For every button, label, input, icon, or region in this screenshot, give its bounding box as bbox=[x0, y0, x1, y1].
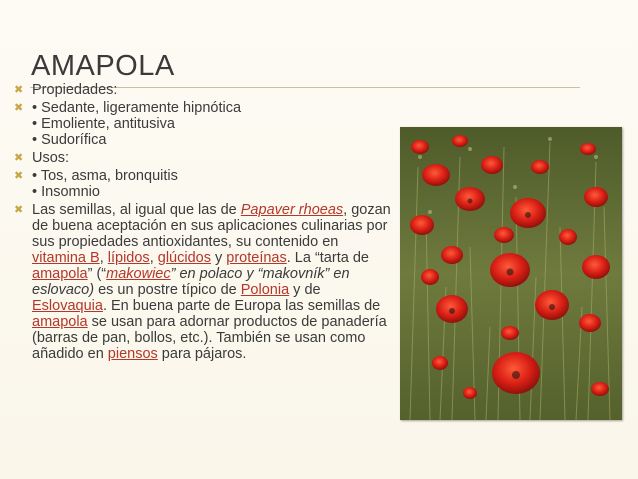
link-lipidos[interactable]: lípidos bbox=[107, 250, 150, 266]
bullet-x-icon: ✖ bbox=[14, 102, 24, 114]
link-polonia[interactable]: Polonia bbox=[240, 282, 290, 298]
link-amapola[interactable]: amapola bbox=[32, 266, 88, 282]
bullet-text: Usos: bbox=[32, 150, 70, 166]
poppy-field-illustration bbox=[400, 127, 622, 420]
bullet-x-icon: ✖ bbox=[14, 204, 24, 216]
sub-item: • Tos, asma, bronquitis bbox=[32, 168, 178, 184]
link-eslovaquia[interactable]: Eslovaquia bbox=[32, 298, 103, 314]
bullet-propiedades bbox=[14, 82, 396, 98]
bullet-x-icon: ✖ bbox=[14, 84, 24, 96]
slide-title: AMAPOLA bbox=[31, 50, 175, 82]
bullet-x-icon: ✖ bbox=[14, 170, 24, 182]
sub-item: • Insomnio bbox=[32, 184, 100, 200]
sub-item: • Sedante, ligeramente hipnótica bbox=[32, 100, 242, 116]
bullet-text: Propiedades: bbox=[32, 82, 118, 98]
bullet-usos bbox=[14, 150, 396, 166]
link-amapola-2[interactable]: amapola bbox=[32, 314, 88, 330]
sub-item: • Emoliente, antitusiva bbox=[32, 116, 175, 132]
link-piensos[interactable]: piensos bbox=[107, 346, 158, 362]
link-papaver-rhoeas[interactable]: Papaver rhoeas bbox=[240, 202, 344, 218]
link-glucidos[interactable]: glúcidos bbox=[157, 250, 211, 266]
slide-content bbox=[14, 82, 396, 362]
bullet-propiedades-list bbox=[14, 100, 396, 148]
bullet-usos-list bbox=[14, 168, 396, 200]
bullet-x-icon: ✖ bbox=[14, 152, 24, 164]
link-makowiec[interactable]: makowiec bbox=[106, 266, 171, 282]
paragraph-text: Las semillas, al igual que las de Papaver rhoeas, gozan de buena aceptación en sus aplicaciones culinarias por sus propiedades antioxidantes, su contenido en vitamina B, lípidos, glúcidos y proteínas. La “tarta de amapola” (“makowiec” en polaco y “makovník” en eslovaco) es un postre típico de Polonia y de Eslovaquia. En buena parte de Europa las semillas de amapola se usan para adornar productos de panadería (barras de pan, bollos, etc.). También se usan como añadido en piensos para pájaros. bbox=[32, 202, 391, 362]
poppy-field-photo bbox=[400, 127, 622, 420]
link-proteinas[interactable]: proteínas bbox=[226, 250, 287, 266]
sub-item: • Sudorífica bbox=[32, 132, 107, 148]
bullet-semillas-paragraph bbox=[14, 202, 396, 362]
link-vitamina-b[interactable]: vitamina B bbox=[32, 250, 100, 266]
